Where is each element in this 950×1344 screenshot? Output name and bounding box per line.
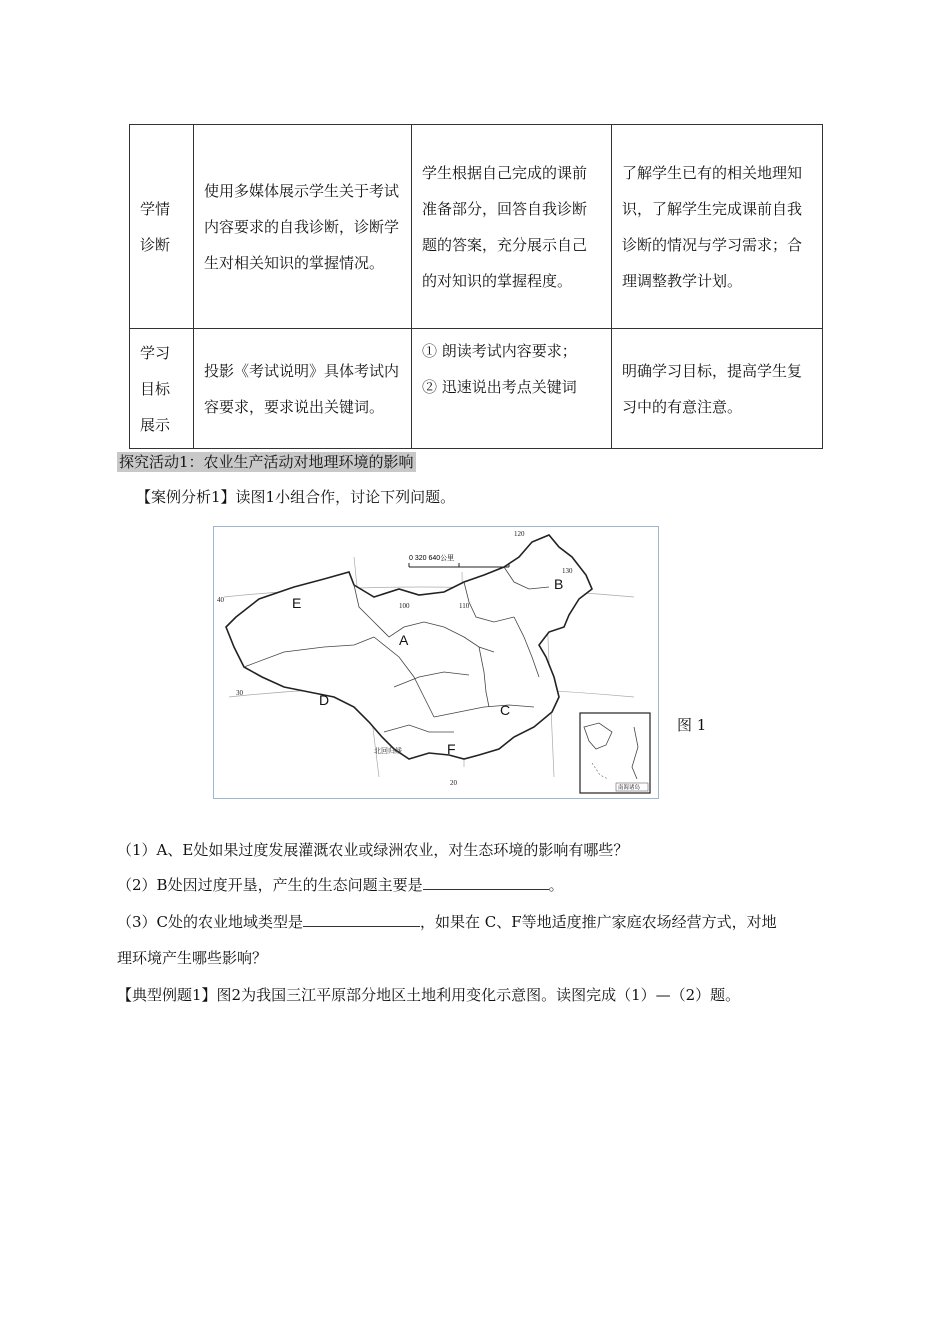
region-label-e: E — [292, 595, 302, 611]
student-step-1: ① 朗读考试内容要求； — [422, 342, 577, 360]
teacher-activity-cell: 使用多媒体展示学生关于考试内容要求的自我诊断，诊断学生对相关知识的掌握情况。 — [194, 125, 412, 329]
answer-blank[interactable] — [423, 875, 549, 890]
question-3-cont: ，如果在 C、F等地适度推广家庭农场经营方式，对地 — [420, 913, 777, 931]
design-intent-cell: 了解学生已有的相关地理知识，了解学生完成课前自我诊断的情况与学习需求；合理调整教学计划。 — [612, 125, 823, 329]
scale-bar — [409, 554, 509, 567]
stage-cell: 学情诊断 — [130, 125, 194, 329]
table-row — [130, 125, 823, 329]
longitude-label: 100 — [399, 602, 410, 610]
region-label-b: B — [554, 576, 564, 592]
figure-label: 图 1 — [677, 716, 707, 734]
student-activity-cell — [412, 329, 612, 449]
scale-text: 0 320 640公里 — [409, 555, 455, 562]
tropic-label: 北回归线 — [374, 747, 402, 755]
inset-caption: 南海诸岛 — [618, 785, 641, 791]
table-row — [130, 329, 823, 449]
region-label-d: D — [319, 692, 330, 708]
question-2-text: （2）B处因过度开垦，产生的生态问题主要是 — [117, 876, 423, 894]
latitude-label: 30 — [236, 689, 243, 697]
example-question: 【典型例题1】图2为我国三江平原部分地区土地利用变化示意图。读图完成（1）—（2）题。 — [117, 986, 741, 1004]
question-3-text: （3）C处的农业地域类型是 — [117, 913, 304, 931]
latitude-label: 40 — [217, 596, 224, 604]
stage-cell: 学习目标展示 — [130, 329, 194, 449]
latitude-label: 20 — [450, 779, 457, 787]
student-step-2: ② 迅速说出考点关键词 — [422, 378, 577, 396]
answer-blank[interactable] — [303, 912, 420, 927]
lesson-plan-table — [129, 124, 823, 449]
case-intro: 【案例分析1】读图1小组合作，讨论下列问题。 — [136, 488, 456, 506]
longitude-label: 130 — [562, 567, 573, 575]
longitude-label: 110 — [459, 602, 470, 610]
question-3-line2: 理环境产生哪些影响？ — [117, 949, 268, 967]
student-activity-cell: 学生根据自己完成的课前准备部分，回答自我诊断题的答案，充分展示自己的对知识的掌握程度。 — [412, 125, 612, 329]
region-label-a: A — [399, 632, 409, 648]
china-map-figure — [213, 526, 659, 799]
question-2 — [117, 875, 564, 895]
south-china-sea-inset — [580, 713, 650, 793]
region-label-f: F — [447, 741, 456, 757]
question-1: （1）A、E处如果过度发展灌溉农业或绿洲农业，对生态环境的影响有哪些？ — [117, 841, 629, 859]
question-2-end: 。 — [548, 876, 564, 894]
longitude-label: 120 — [514, 530, 525, 538]
region-label-c: C — [500, 702, 511, 718]
teacher-activity-cell: 投影《考试说明》具体考试内容要求，要求说出关键词。 — [194, 329, 412, 449]
china-map-svg — [214, 527, 658, 798]
design-intent-cell: 明确学习目标，提高学生复习中的有意注意。 — [612, 329, 823, 449]
question-3 — [117, 912, 777, 932]
section-title: 探究活动1：农业生产活动对地理环境的影响 — [119, 453, 414, 471]
